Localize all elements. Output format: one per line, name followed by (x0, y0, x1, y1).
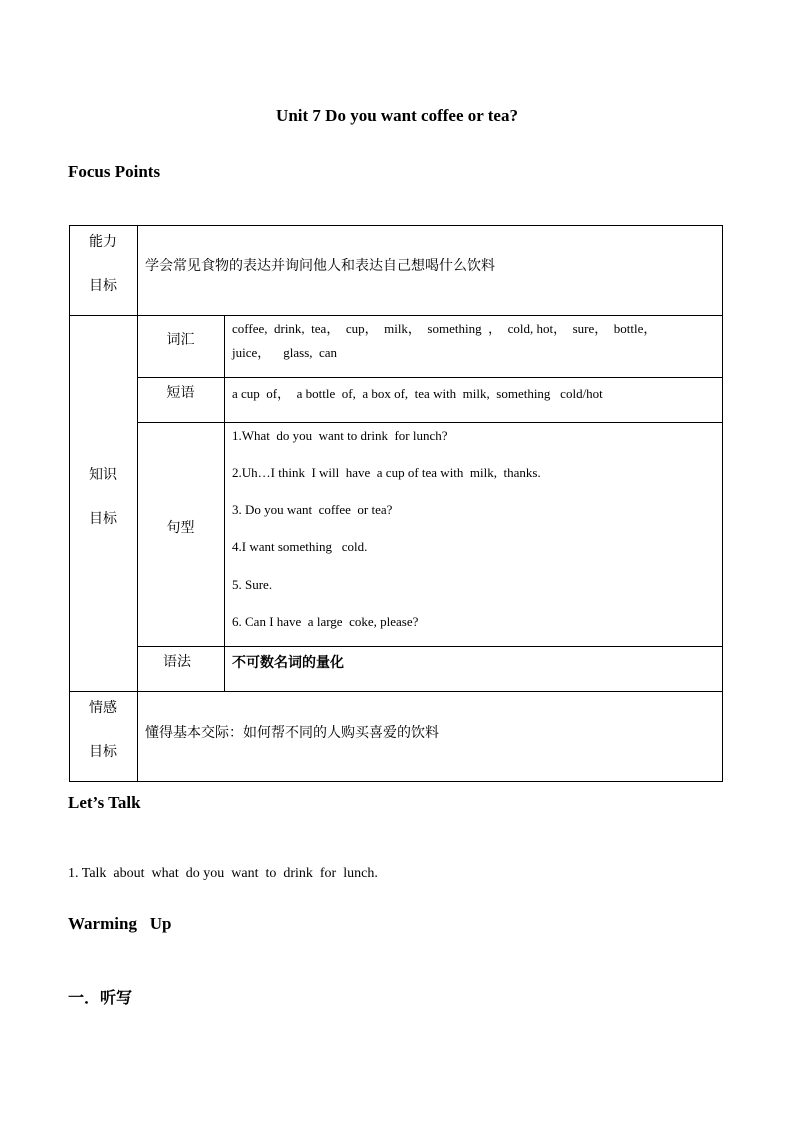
ability-label-line2: 目标 (89, 278, 117, 294)
sentence-item: 3. Do you want coffee or tea? (232, 502, 393, 517)
emotion-content: 懂得基本交际：如何帮不同的人购买喜爱的饮料 (145, 725, 439, 741)
focus-points-heading: Focus Points (68, 162, 161, 181)
vocabulary-line1: coffee, drink, tea， cup， milk， something ， cold, hot， sure， bottle， (232, 321, 657, 336)
page-title: Unit 7 Do you want coffee or tea? (276, 106, 518, 125)
listening-heading: 一．听写 (68, 988, 133, 1007)
vocabulary-label: 词汇 (166, 332, 195, 348)
grammar-label: 语法 (163, 654, 191, 670)
phrases-content: a cup of， a bottle of, a box of, tea with milk, something cold/hot (232, 386, 603, 401)
emotion-label-line1: 情感 (89, 700, 117, 716)
ability-label-line1: 能力 (89, 234, 117, 250)
sentence-item: 2.Uh…I think I will have a cup of tea with milk, thanks. (232, 465, 541, 480)
talk-item: 1. Talk about what do you want to drink for lunch. (68, 866, 378, 881)
warming-up-heading: Warming Up (68, 914, 172, 933)
emotion-label-line2: 目标 (89, 744, 117, 760)
sentence-item: 4.I want something cold. (232, 539, 368, 554)
phrases-label: 短语 (166, 385, 195, 401)
knowledge-label-line1: 知识 (89, 467, 117, 483)
sentence-item: 1.What do you want to drink for lunch? (232, 428, 448, 443)
vocabulary-line2: juice， glass, can (232, 345, 338, 360)
sentence-item: 5. Sure. (232, 577, 273, 592)
ability-content: 学会常见食物的表达并询问他人和表达自己想喝什么饮料 (145, 258, 495, 274)
sentence-item: 6. Can I have a large coke, please? (232, 614, 419, 629)
knowledge-label-line2: 目标 (89, 511, 117, 527)
lets-talk-heading: Let’s Talk (68, 793, 141, 812)
grammar-content: 不可数名词的量化 (232, 655, 344, 671)
sentences-label: 句型 (166, 520, 195, 536)
